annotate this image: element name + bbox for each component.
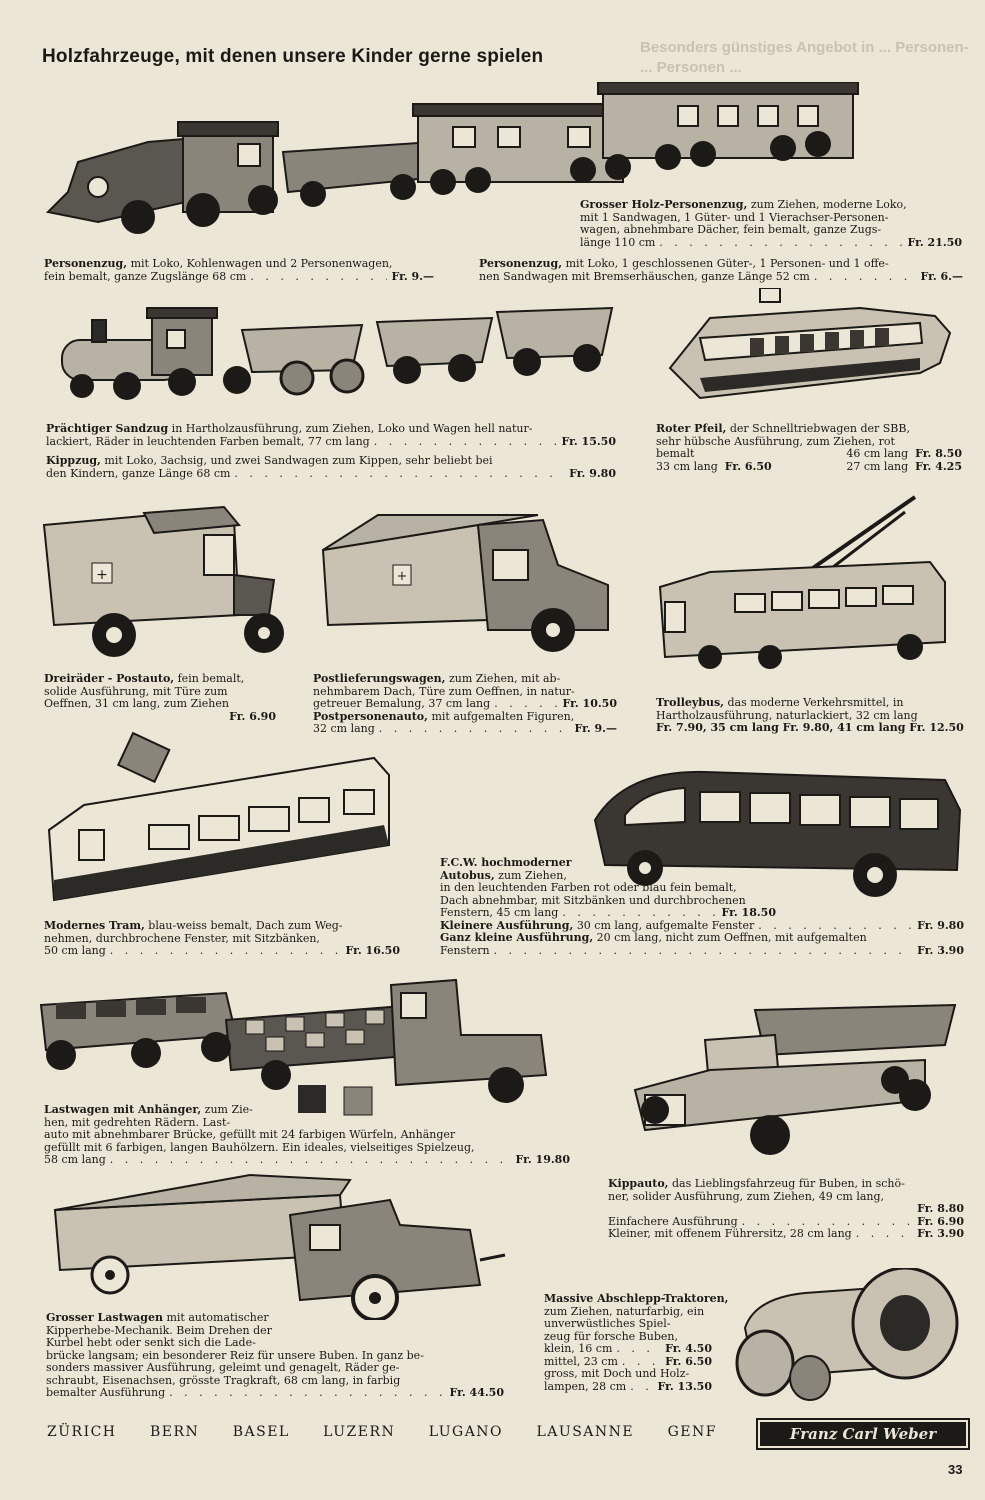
caption-postauto: Dreiräder - Postauto, fein bemalt, solide Ausführung, mit Türe zum Oeffnen, 31 cm lang, zum Ziehen Fr. 6.90 (44, 672, 276, 723)
city: GENF (667, 1424, 717, 1440)
abschlepp-traktor-illustration (725, 1268, 970, 1408)
postlieferungswagen-illustration (318, 510, 618, 660)
modernes-tram-illustration (44, 730, 394, 910)
caption-personenzug-52: Personenzug, mit Loko, 1 geschlossenen Güter-, 1 Personen- und 1 offe- nen Sandwagen mit Bremserhäuschen, ganze Länge 52 cm . . . Fr. 6.— (479, 258, 963, 283)
roter-pfeil-illustration (660, 288, 960, 413)
price: Fr. 9.80 (569, 466, 616, 480)
caption-kippzug: Kippzug, mit Loko, 3achsig, und zwei Sandwagen zum Kippen, sehr beliebt bei den Kindern, ganze Länge 68 cm . . . Fr. 9.80 (46, 455, 616, 480)
caption-trolleybus: Trolleybus, das moderne Verkehrsmittel, in Hartholzausführung, naturlackiert, 32 cm lang Fr. 7.90, 35 cm lang Fr. 9.80, 41 cm lang Fr. 12.50 (656, 696, 964, 734)
sandzug-illustration (42, 300, 622, 410)
caption-sandzug: Prächtiger Sandzug in Hartholzausführung, zum Ziehen, Loko und Wagen hell natur- lackiert, Räder in leuchtenden Farben bemalt, 77 cm lang . . . Fr. 15.50 (46, 423, 616, 448)
caption-traktoren: Massive Abschlepp-Traktoren, zum Ziehen, naturfarbig, ein unverwüstliches Spiel- zeug für forsche Buben, klein, 16 cm . . . Fr. 4.50 mittel, 23 cm . . . Fr. 6.50 gross, mit Doch und Holz- lampen, 28 cm . . . Fr. 13.50 (544, 1293, 750, 1393)
caption-tram: Modernes Tram, blau-weiss bemalt, Dach zum Weg- nehmen, durchbrochene Fenster, mit Sitzbänken, 50 cm lang . . . Fr. 16.50 (44, 920, 400, 958)
city: LUZERN (323, 1424, 396, 1440)
price: Fr. 6.— (920, 269, 963, 283)
caption-lastwagen-anhaenger: Lastwagen mit Anhänger, zum Zie- hen, mit gedrehten Rädern. Last- auto mit abnehmbarer Brücke, gefüllt mit 24 farbigen Würfeln, Anhänger gefüllt mit 6 farbigen, langen Bauhölzern. Ein ideales, vielseitiges Spielzeug, 58 cm lang . . . Fr. 19.80 (44, 1104, 570, 1167)
page-title: Holzfahrzeuge, mit denen unsere Kinder gerne spielen (42, 46, 544, 67)
caption-roter-pfeil: Roter Pfeil, der Schnelltriebwagen der SBB, sehr hübsche Ausführung, zum Ziehen, rot bemalt 46 cm lang Fr. 8.50 33 cm lang Fr. 6.50 27 cm lang Fr. 4.25 (656, 422, 962, 473)
dreiraeder-postauto-illustration (34, 505, 284, 665)
franz-carl-weber-logo: Franz Carl Weber (756, 1418, 970, 1450)
svg-text:+: + (396, 569, 408, 584)
price: Fr. 9.— (391, 269, 434, 283)
page-number: 33 (948, 1462, 963, 1477)
svg-text:+: + (96, 567, 108, 583)
bleed-through-text: Besonders günstiges Angebot in ... Personen- ... Personen ... (640, 39, 969, 76)
city: LAUSANNE (536, 1424, 635, 1440)
caption-postlieferungswagen: Postlieferungswagen, zum Ziehen, mit ab- nehmbarem Dach, Türe zum Oeffnen, in natur- getreuer Bemalung, 37 cm lang . . . Fr. 10.50 Postpersonenauto, mit aufgemalten Figuren, 32 cm lang . . . Fr. 9.— (313, 673, 617, 736)
price: Fr. 15.50 (561, 434, 616, 448)
grosser-lastwagen-illustration (50, 1170, 510, 1320)
caption-autobus: F.C.W. hochmoderner Autobus, zum Ziehen, in den leuchtenden Farben rot oder blau fein bemalt, Dach abnehmbar, mit Sitzbänken und durchbrochenen Fenstern, 45 cm lang . . . Fr. 18.50 Kleinere Ausführung, 30 cm lang, aufgemalte Fenster . . . Fr. 9.80 Ganz kleine Ausführung, 20 cm lang, nicht zum Oeffnen, mit aufgemalten Fenstern . . . Fr. 3.90 (440, 857, 964, 957)
caption-grosser-lastwagen: Grosser Lastwagen mit automatischer Kipperhebe-Mechanik. Beim Drehen der Kurbel hebt oder senkt sich die Lade- brücke langsam; ein besonderer Reiz für unsere Buben. In ganz be- sonders massiver Ausführung, geleimt und genagelt, Räder ge- schraubt, Eisenachsen, grösste Tragkraft, 68 cm lang, in farbig bemalter Ausführung . . . Fr. 44.50 (46, 1312, 504, 1400)
city: BASEL (232, 1424, 290, 1440)
caption-personenzug-68: Personenzug, mit Loko, Kohlenwagen und 2 Personenwagen, fein bemalt, ganze Zugslänge 68 cm . . . Fr. 9.— (44, 258, 434, 283)
city-list (47, 1424, 717, 1440)
city: LUGANO (428, 1424, 504, 1440)
caption-kippauto: Kippauto, das Lieblingsfahrzeug für Buben, in schö- ner, solider Ausführung, zum Ziehen, 49 cm lang, Fr. 8.80 Einfachere Ausführung . . . Fr. 6.90 Kleiner, mit offenem Führersitz, 28 cm lang . . . Fr. 3.90 (608, 1178, 964, 1241)
city: ZÜRICH (47, 1424, 117, 1440)
caption-grosser-zug: Grosser Holz-Personenzug, zum Ziehen, moderne Loko, mit 1 Sandwagen, 1 Güter- und 1 Vierachser-Personen- wagen, abnehmbare Dächer, fein bemalt, ganze Zugs- länge 110 cm . . . Fr. 21.50 (580, 199, 962, 249)
kippauto-illustration (625, 1000, 965, 1160)
trolleybus-illustration (650, 492, 950, 672)
city: BERN (149, 1424, 200, 1440)
price: Fr. 21.50 (907, 235, 962, 249)
